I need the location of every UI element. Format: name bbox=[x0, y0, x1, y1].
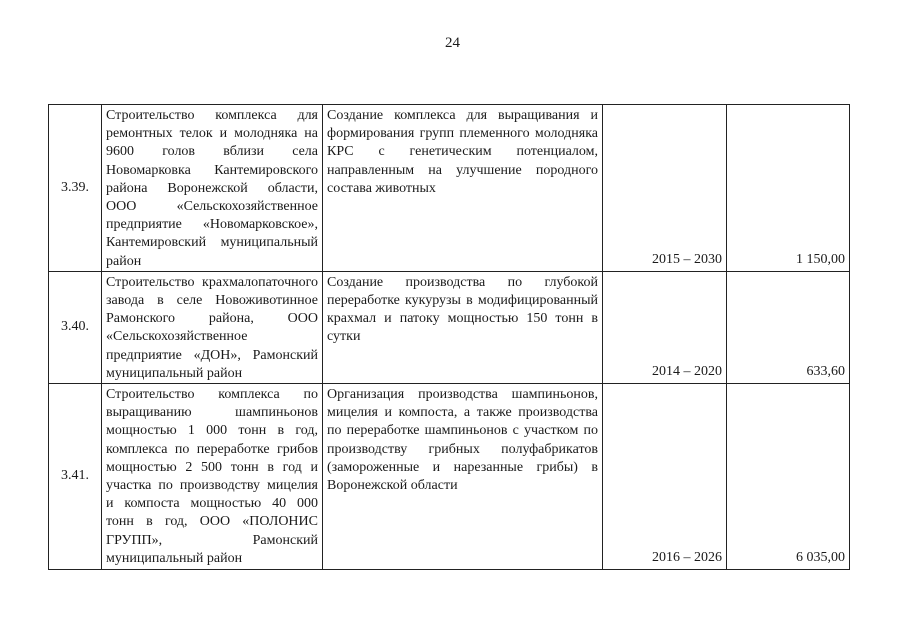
row-number: 3.40. bbox=[49, 271, 102, 383]
implementation-period: 2014 – 2020 bbox=[603, 271, 727, 383]
row-number: 3.41. bbox=[49, 384, 102, 570]
implementation-period: 2016 – 2026 bbox=[603, 384, 727, 570]
row-number: 3.39. bbox=[49, 105, 102, 272]
investment-amount: 6 035,00 bbox=[727, 384, 850, 570]
investment-amount: 633,60 bbox=[727, 271, 850, 383]
page-number: 24 bbox=[445, 35, 460, 51]
implementation-period: 2015 – 2030 bbox=[603, 105, 727, 272]
project-purpose: Создание производства по глубокой переработке кукурузы в модифицированный крахмал и патоку мощностью 150 тонн в сутки bbox=[323, 271, 603, 383]
project-purpose: Организация производства шампиньонов, мицелия и компоста, а также производства по переработке шампиньонов с участком по производству грибных полуфабрикатов (замороженные и нарезанные грибы) в Воронежской области bbox=[323, 384, 603, 570]
project-name: Строительство крахмалопаточного завода в селе Новоживотинное Рамонского района, ООО «Сельскохозяйственное предприятие «ДОН», Рамонский муниципальный район bbox=[102, 271, 323, 383]
project-name: Строительство комплекса для ремонтных телок и молодняка на 9600 голов вблизи села Новомарковка Кантемировского района Воронежской области, ООО «Сельскохозяйственное предприятие «Новомарковское», Кантемировский муниципальный район bbox=[102, 105, 323, 272]
table-row bbox=[49, 271, 850, 383]
table-row bbox=[49, 105, 850, 272]
investment-amount: 1 150,00 bbox=[727, 105, 850, 272]
investment-projects-table bbox=[48, 104, 850, 570]
table-row bbox=[49, 384, 850, 570]
project-purpose: Создание комплекса для выращивания и формирования групп племенного молодняка КРС с генетическим потенциалом, направленным на улучшение породного состава животных bbox=[323, 105, 603, 272]
project-name: Строительство комплекса по выращиванию шампиньонов мощностью 1 000 тонн в год, комплекса по переработке грибов мощностью 2 500 тонн в год и участка по производству мицелия и компоста мощностью 40 000 тонн в год, ООО «ПОЛОНИС ГРУПП», Рамонский муниципальный район bbox=[102, 384, 323, 570]
